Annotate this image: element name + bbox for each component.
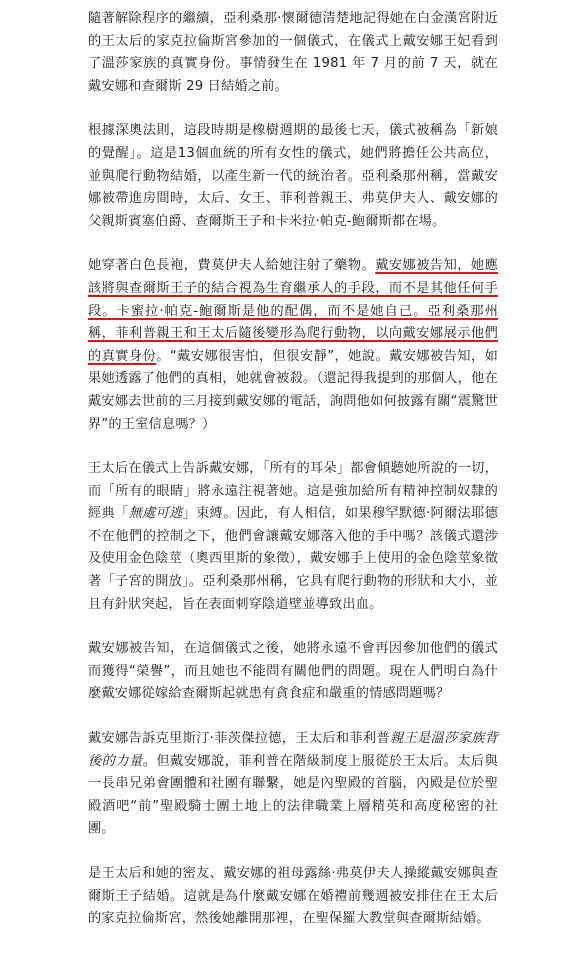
paragraph-4-text-a: 王太后在儀式上告訴戴安娜，「所有的耳朵」都會傾聽她所說的一切，而「所有的眼睛」將永遠注視著她。這是強加給所有精神控制奴隸的經典「 bbox=[88, 461, 498, 522]
paragraph-7 bbox=[88, 863, 498, 931]
paragraph-3-highlighted-text: 戴安娜被告知，她應該將與查爾斯王子的結合視為生育繼承人的手段，而不是其他任何手段。卡蜜拉·帕克-鮑爾斯是他的配偶，而不是她自己。亞利桑那州稱，菲利普親王和王太后隨後變形為爬行動物，以向戴安娜展示他們的真實身份 bbox=[88, 258, 498, 364]
paragraph-6 bbox=[88, 728, 498, 841]
paragraph-4-text-b: 」束縛。因此，有人相信，如果穆罕默德·阿爾法耶德不在他們的控制之下，他們會讓戴安娜落入他的手中嗎？該儀式還涉及使用金色陰莖（奧西里斯的象徵），戴安娜手上使用的金色陰莖象徵著「子宮的開放」。亞利桑那州稱，它具有爬行動物的形狀和大小，並且有針狀突起，旨在表面刺穿陰道壁並導致出血。 bbox=[88, 506, 498, 612]
paragraph-5 bbox=[88, 638, 498, 706]
paragraph-4-italic-text: 無處可逃 bbox=[128, 506, 183, 522]
paragraph-1 bbox=[88, 8, 498, 98]
paragraph-3 bbox=[88, 255, 498, 436]
paragraph-4 bbox=[88, 458, 498, 616]
article-body bbox=[88, 8, 498, 953]
paragraph-5-text: 戴安娜被告知，在這個儀式之後，她將永遠不會再因參加他們的儀式而獲得“榮譽”，而且她也不能問有關他們的問題。現在人們明白為什麼戴安娜從嫁給查爾斯起就患有貪食症和嚴重的情感問題嗎？ bbox=[88, 641, 498, 702]
paragraph-6-text-a: 戴安娜告訴克里斯汀·菲茨傑拉德，王太后和菲利普 bbox=[88, 731, 390, 747]
paragraph-2-text: 根據深奧法則，這段時期是橡樹週期的最後七天，儀式被稱為「新娘的覺醒」。這是13個血統的所有女性的儀式，她們將擔任公共高位，並與爬行動物結婚，以產生新一代的統治者。亞利桑那州稱，當戴安娜被帶進房間時，太后、女王、菲利普親王、弗莫伊夫人、戴安娜的父親斯賓塞伯爵、查爾斯王子和卡米拉·帕克-鮑爾斯都在場。 bbox=[88, 123, 498, 229]
paragraph-6-text-b: 。但戴安娜說，菲利普在階級制度上服從於王太后。太后與一長串兄弟會團體和社團有聯繫，她是內聖殿的首腦，內殿是位於聖殿酒吧“前”聖殿騎士團土地上的法律職業上層精英和高度秘密的社團。 bbox=[88, 753, 498, 837]
paragraph-3-text-a: 她穿著白色長袍，費莫伊夫人給她注射了藥物。 bbox=[88, 258, 376, 274]
paragraph-6-italic-text: 親王是溫莎家族背後的力量 bbox=[88, 731, 498, 769]
paragraph-3-text-b: 。“戴安娜很害怕，但很安靜”，她說。戴安娜被告知，如果她透露了他們的真相，她就會被殺。（還記得我提到的那個人，他在戴安娜去世前的三月接到戴安娜的電話，詢問他如何披露有關“震驚世界”的王室信息嗎？） bbox=[88, 348, 498, 432]
paragraph-2 bbox=[88, 120, 498, 233]
paragraph-1-text: 隨著解除程序的繼續，亞利桑那·懷爾德清楚地記得她在白金漢宮附近的王太后的家克拉倫斯宮參加的一個儀式，在儀式上戴安娜王妃看到了溫莎家族的真實身份。事情發生在 1981 年 7 月的前 7 天，就在戴安娜和查爾斯 29 日結婚之前。 bbox=[88, 11, 498, 94]
paragraph-7-text: 是王太后和她的密友、戴安娜的祖母露絲·弗莫伊夫人操縱戴安娜與查爾斯王子結婚。這就是為什麼戴安娜在婚禮前幾週被安排住在王太后的家克拉倫斯宮，然後她離開那裡，在聖保羅大教堂與查爾斯結婚。 bbox=[88, 866, 498, 927]
